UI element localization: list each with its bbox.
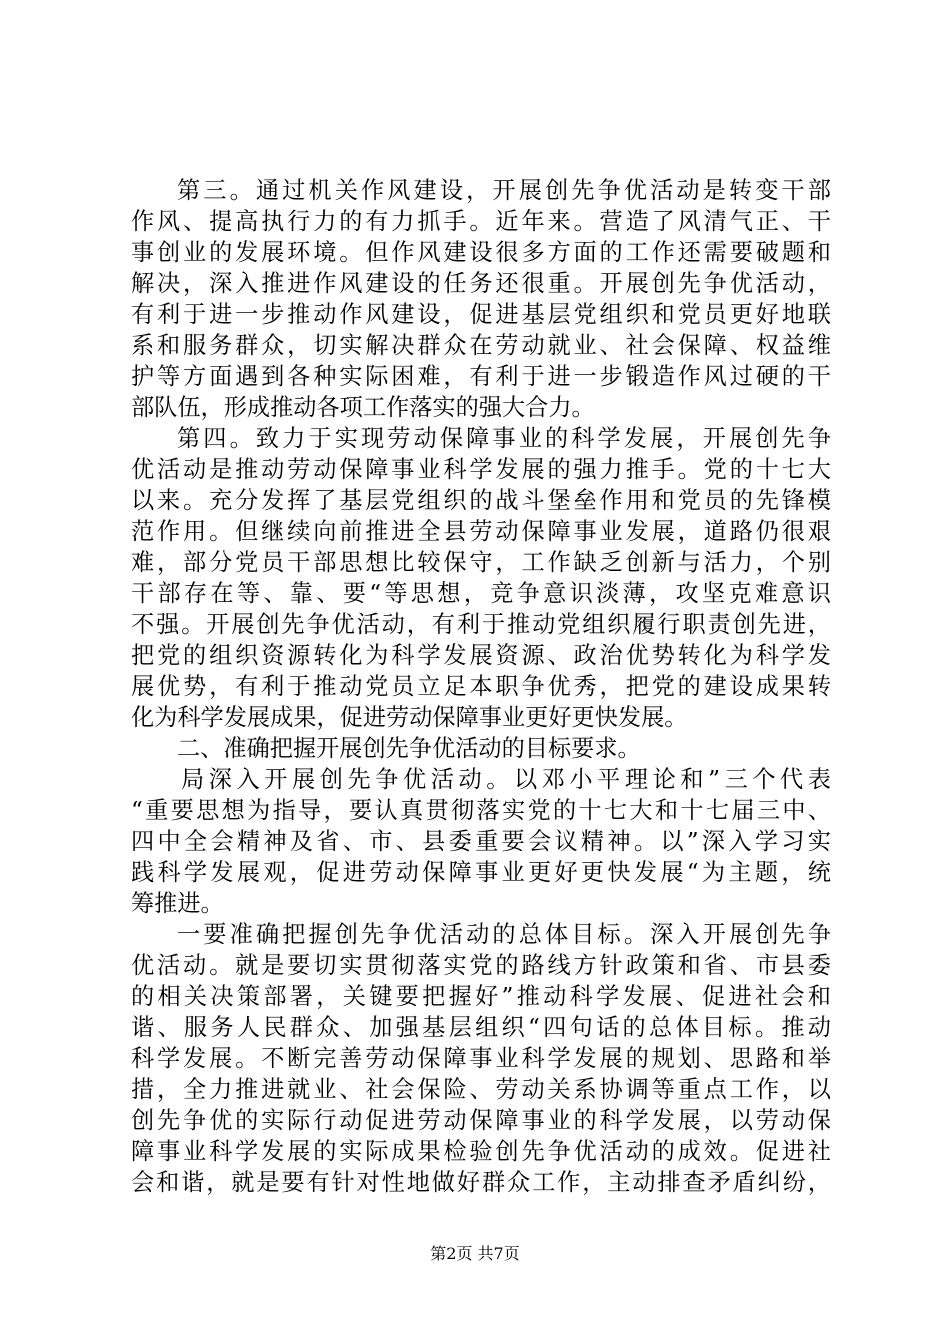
section-heading: 二、准确把握开展创先争优活动的目标要求。 — [177, 735, 641, 762]
text-line: 措，全力推进就业、社会保险、劳动关系协调等重点工作，以 — [131, 1076, 831, 1103]
text-line: 系和服务群众，切实解决群众在劳动就业、社会保障、权益维 — [131, 332, 831, 359]
text-line: 范作用。但继续向前推进全县劳动保障事业发展，道路仍很艰 — [131, 518, 831, 545]
text-line: 科学发展。不断完善劳动保障事业科学发展的规划、思路和举 — [131, 1045, 831, 1072]
text-line: 干部存在等、靠、要“等思想，竞争意识淡薄，攻坚克难意识 — [131, 580, 831, 607]
text-line: 化为科学发展成果，促进劳动保障事业更好更快发展。 — [131, 704, 688, 731]
text-line: 展优势，有利于推动党员立足本职争优秀，把党的建设成果转 — [131, 673, 831, 700]
text-line: 优活动是推动劳动保障事业科学发展的强力推手。党的十七大 — [131, 456, 831, 483]
text-line: 有利于进一步推动作风建设，促进基层党组织和党员更好地联 — [131, 301, 831, 328]
text-line: 难，部分党员干部思想比较保守，工作缺乏创新与活力，个别 — [131, 549, 831, 576]
text-line: 事创业的发展环境。但作风建设很多方面的工作还需要破题和 — [131, 239, 831, 266]
text-line: 障事业科学发展的实际成果检验创先争优活动的成效。促进社 — [131, 1138, 831, 1165]
text-line: 作风、提高执行力的有力抓手。近年来。营造了风清气正、干 — [131, 208, 831, 235]
text-line: 会和谐，就是要有针对性地做好群众工作，主动排查矛盾纠纷， — [131, 1169, 831, 1196]
document-body — [131, 175, 831, 1198]
text-line: 部队伍，形成推动各项工作落实的强大合力。 — [131, 394, 595, 421]
text-line: 谐、服务人民群众、加强基层组织“四句话的总体目标。推动 — [131, 1014, 831, 1041]
text-line: 筹推进。 — [131, 890, 224, 917]
page-number-footer: 第2页 共7页 — [430, 1244, 520, 1263]
text-line: 创先争优的实际行动促进劳动保障事业的科学发展，以劳动保 — [131, 1107, 831, 1134]
text-line: 不强。开展创先争优活动，有利于推动党组织履行职责创先进， — [131, 611, 831, 638]
text-line: 的相关决策部署，关键要把握好”推动科学发展、促进社会和 — [131, 983, 831, 1010]
text-line: 解决，深入推进作风建设的任务还很重。开展创先争优活动， — [131, 270, 831, 297]
text-line: 把党的组织资源转化为科学发展资源、政治优势转化为科学发 — [131, 642, 831, 669]
text-line: 四中全会精神及省、市、县委重要会议精神。以”深入学习实 — [131, 828, 831, 855]
text-line: 践科学发展观，促进劳动保障事业更好更快发展“为主题，统 — [131, 859, 831, 886]
text-line: 护等方面遇到各种实际困难，有利于进一步锻造作风过硬的干 — [131, 363, 831, 390]
text-line: “重要思想为指导，要认真贯彻落实党的十七大和十七届三中、 — [131, 797, 831, 824]
text-line: 第三。通过机关作风建设，开展创先争优活动是转变干部 — [177, 177, 831, 204]
text-line: 局深入开展创先争优活动。以邓小平理论和”三个代表 — [181, 766, 831, 793]
text-line: 第四。致力于实现劳动保障事业的科学发展，开展创先争 — [177, 425, 831, 452]
text-line: 一要准确把握创先争优活动的总体目标。深入开展创先争 — [177, 921, 831, 948]
text-line: 优活动。就是要切实贯彻落实党的路线方针政策和省、市县委 — [131, 952, 831, 979]
text-line: 以来。充分发挥了基层党组织的战斗堡垒作用和党员的先锋模 — [131, 487, 831, 514]
